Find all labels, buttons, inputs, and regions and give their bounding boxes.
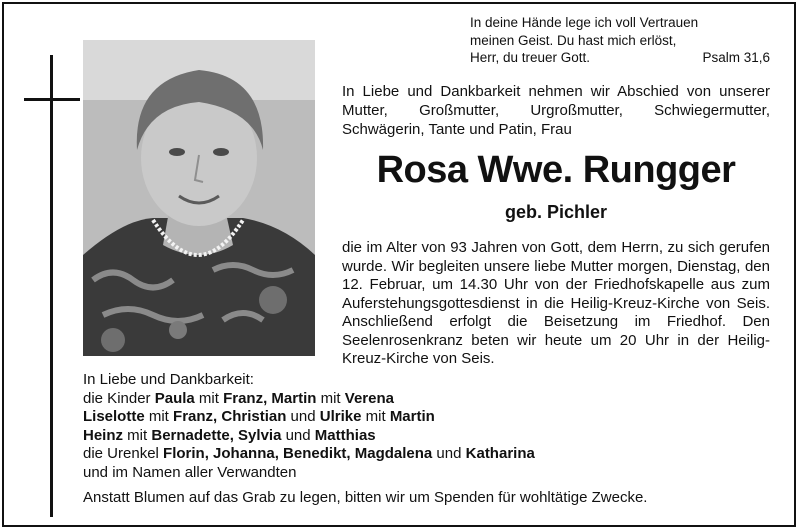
maiden-name: geb. Pichler	[504, 202, 608, 222]
family-line-great-grandchildren: die Urenkel Florin, Johanna, Benedikt, Magdalena und Katharina	[83, 445, 535, 462]
donation-note: Anstatt Blumen auf das Grab zu legen, bitten wir um Spenden für wohltätige Zwecke.	[83, 489, 648, 506]
family-heading: In Liebe und Dankbarkeit:	[83, 371, 254, 388]
deceased-name: Rosa Wwe. Rungger	[376, 149, 736, 191]
intro-text: In Liebe und Dankbarkeit nehmen wir Abschied von unserer Mutter, Großmutter, Urgroßmutter, Schwiegermutter, Schwägerin, Tante und Patin, Frau	[342, 83, 770, 138]
family-list	[83, 371, 773, 482]
psalm-line: meinen Geist. Du hast mich erlöst,	[470, 32, 677, 48]
family-line-children-1: die Kinder Paula mit Franz, Martin mit Verena	[83, 389, 394, 407]
family-line-children-3: Heinz mit Bernadette, Sylvia und Matthias	[83, 426, 376, 444]
psalm-quote	[470, 14, 770, 67]
family-line-children-2: Liselotte mit Franz, Christian und Ulrike mit Martin	[83, 408, 435, 425]
family-line-relatives: und im Namen aller Verwandten	[83, 463, 297, 481]
psalm-line: Herr, du treuer Gott.	[470, 50, 591, 65]
psalm-line: In deine Hände lege ich voll Vertrauen	[470, 15, 699, 30]
portrait-photo	[83, 40, 315, 356]
psalm-reference: Psalm 31,6	[702, 50, 770, 65]
funeral-announcement: die im Alter von 93 Jahren von Gott, dem Herrn, zu sich gerufen wurde. Wir begleiten unsere liebe Mutter morgen, Dienstag, den 12. Februar, um 14.30 Uhr von der Friedhofskapelle aus zum Auferstehungsgottesdienst in die Heilig-Kreuz-Kirche von Seis. Anschließend erfolgt die Beisetzung im Friedhof. Den Seelenrosenkranz beten wir heute um 20 Uhr in der Heilig-Kreuz-Kirche von Seis.	[342, 239, 770, 367]
